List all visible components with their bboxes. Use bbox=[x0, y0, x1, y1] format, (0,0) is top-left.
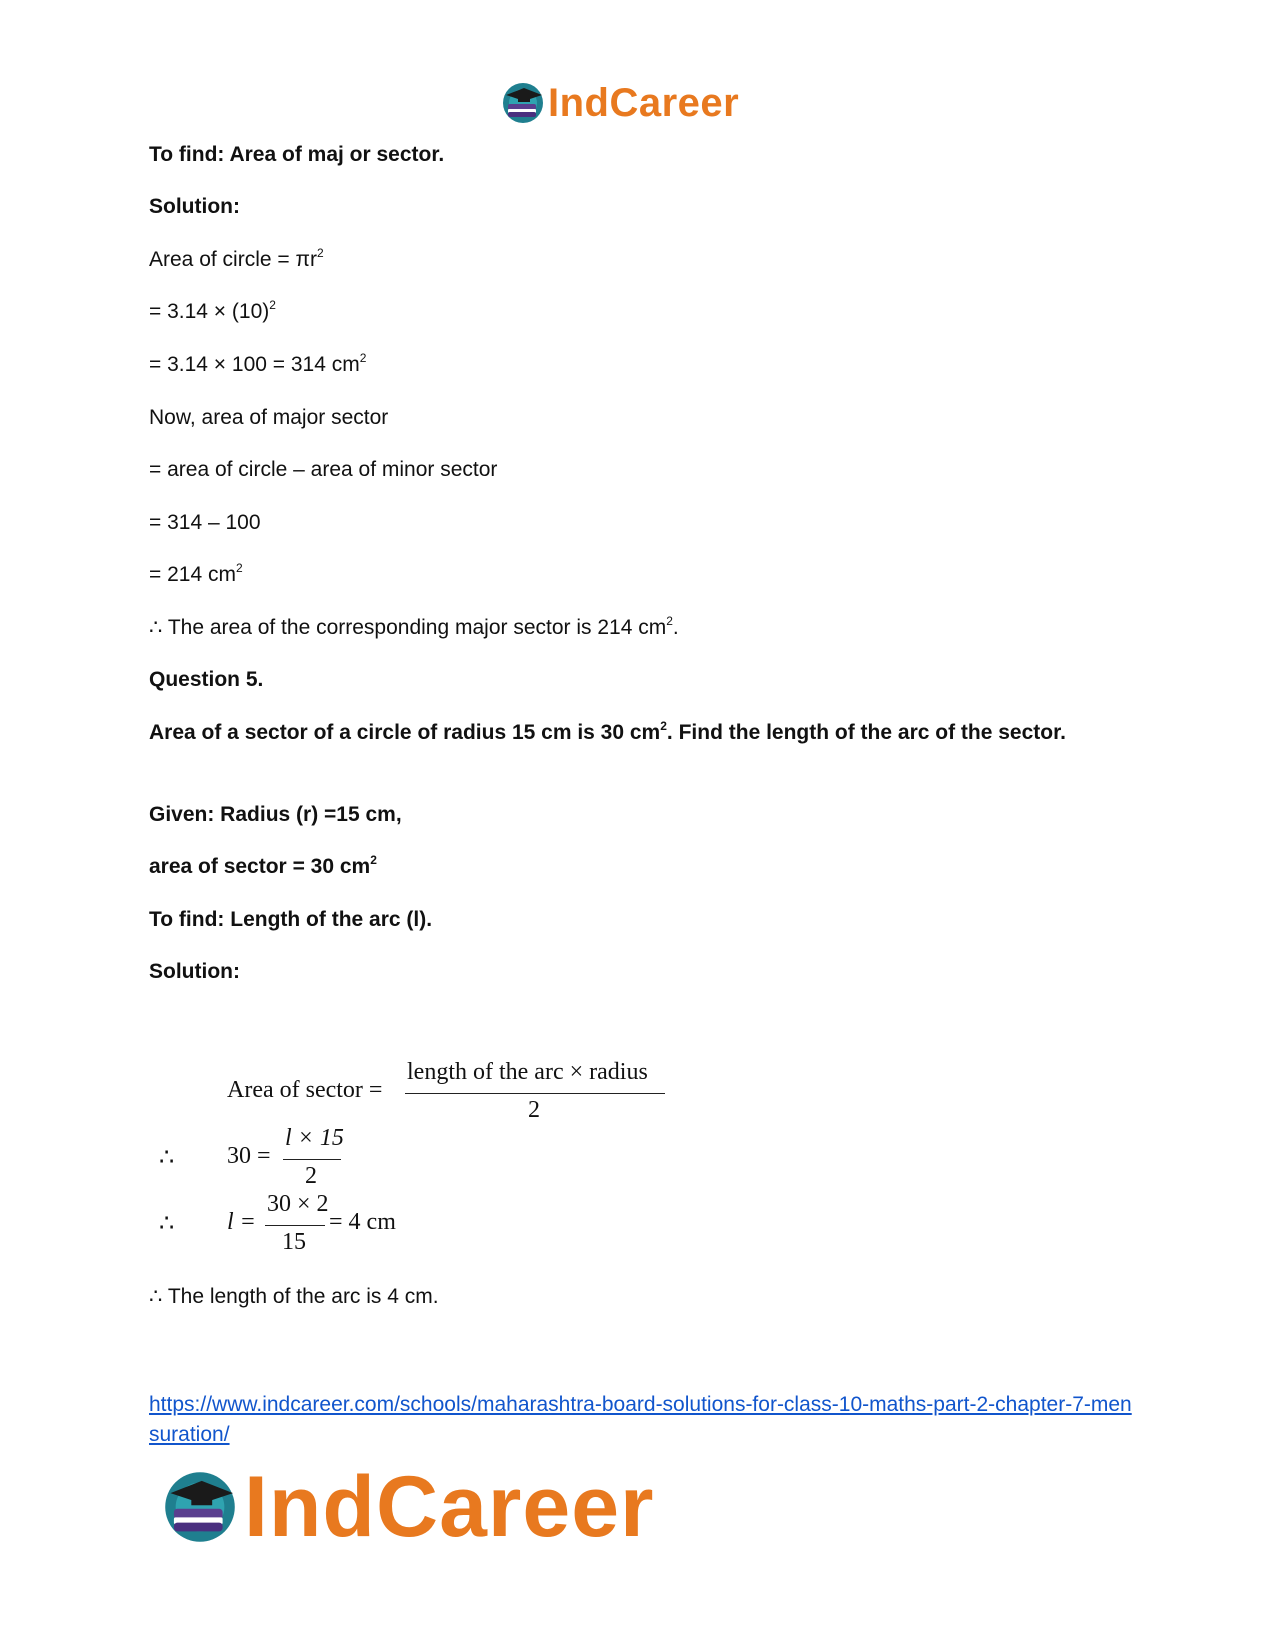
therefore-symbol: ∴ bbox=[159, 1211, 175, 1237]
area-circle-result: = 3.14 × 100 = 314 $cm^2$ bbox=[149, 351, 367, 376]
major-sector-formula: = area of circle – area of minor sector bbox=[149, 458, 498, 481]
graduation-cap-book-globe-icon bbox=[160, 1467, 240, 1547]
major-sector-subtraction: = 314 – 100 bbox=[149, 511, 261, 534]
header-logo bbox=[500, 78, 739, 128]
substitution-line: = $3.14 \times (10)^2$ bbox=[149, 298, 276, 323]
area-sector-denominator: 2 bbox=[528, 1097, 540, 1123]
arc-length-conclusion: ∴ The length of the arc is 4 cm. bbox=[149, 1285, 439, 1308]
area-circle-formula: Area of circle = $\pi r^2$ bbox=[149, 246, 324, 271]
given-radius: Given: Radius (r) =15 cm, bbox=[149, 803, 402, 826]
row3-numerator: 30 × 2 bbox=[267, 1191, 329, 1217]
to-find-line: To find: Area of maj or sector. bbox=[149, 143, 445, 166]
graduation-cap-book-globe-icon bbox=[500, 80, 546, 126]
arc-length-derivation bbox=[149, 1055, 749, 1270]
footer-logo bbox=[160, 1458, 655, 1555]
solution-heading: Solution: bbox=[149, 195, 240, 218]
major-sector-intro: Now, area of major sector bbox=[149, 406, 389, 429]
area-sector-lhs: Area of sector = bbox=[227, 1077, 383, 1103]
logo-wordmark: IndCareer bbox=[244, 1458, 655, 1555]
given-area: area of sector = 30 $cm^2$ bbox=[149, 853, 377, 878]
area-sector-numerator: length of the arc × radius bbox=[407, 1059, 648, 1085]
to-find-arc: To find: Length of the arc (l). bbox=[149, 908, 433, 931]
row2-numerator: l × 15 bbox=[285, 1125, 344, 1151]
row3-denominator: 15 bbox=[282, 1229, 306, 1255]
major-sector-value: = 214 $cm^2$ bbox=[149, 561, 243, 586]
fraction-bar bbox=[405, 1093, 665, 1094]
solution-heading-2: Solution: bbox=[149, 960, 240, 983]
row3-result: = 4 cm bbox=[329, 1209, 396, 1235]
row2-denominator: 2 bbox=[305, 1163, 317, 1189]
row2-lhs: 30 = bbox=[227, 1143, 271, 1169]
major-sector-conclusion: ∴ The area of the corresponding major sector is 214 $cm^2$. bbox=[149, 614, 679, 639]
row3-lhs: l = bbox=[227, 1209, 256, 1235]
fraction-bar bbox=[265, 1225, 325, 1226]
question-5-heading: Question 5. bbox=[149, 668, 264, 691]
question-5-text: Area of a sector of a circle of radius 15 cm is 30 $cm^2$. Find the length of the arc of the sector. bbox=[149, 719, 1066, 744]
logo-wordmark: IndCareer bbox=[548, 80, 740, 125]
therefore-symbol: ∴ bbox=[159, 1145, 175, 1171]
fraction-bar bbox=[283, 1159, 341, 1160]
source-url-link[interactable]: https://www.indcareer.com/schools/maharashtra-board-solutions-for-class-10-maths-part-2-chapter-7-mensuration/ bbox=[149, 1393, 1132, 1446]
